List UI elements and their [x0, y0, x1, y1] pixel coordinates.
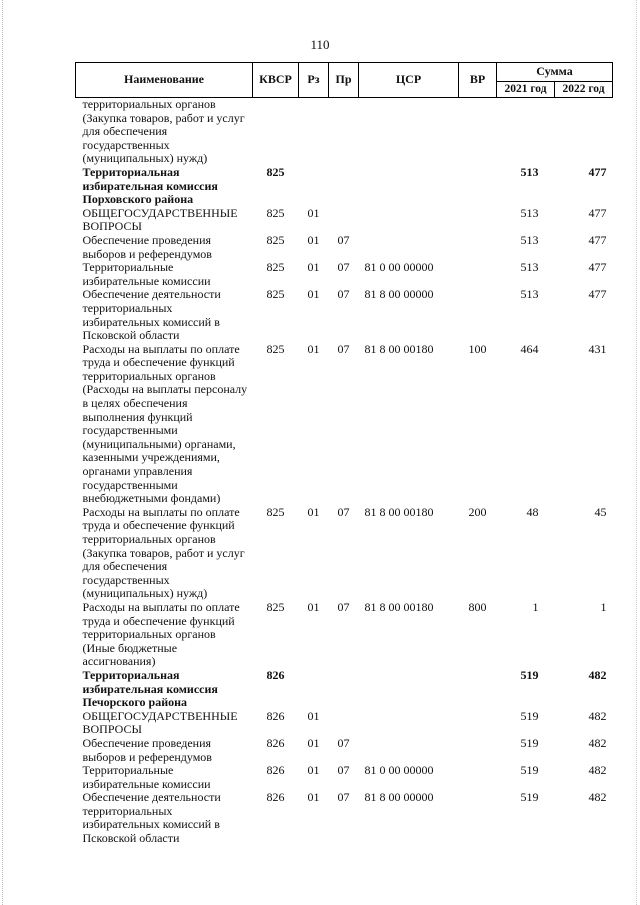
cell-name: Территориальная избирательная комиссия Печорского района [82, 667, 218, 710]
cell-sum-2022: 482 [588, 708, 607, 723]
cell-rz: 01 [307, 763, 320, 778]
table-row [76, 98, 613, 166]
cell-name: Обеспечение проведения выборов и референдумов [82, 232, 212, 261]
table-row [76, 166, 613, 207]
cell-vr: 200 [468, 504, 487, 519]
cell-sum-2022: 1 [600, 599, 607, 614]
cell-sum-2022: 482 [588, 667, 607, 682]
table-row [76, 234, 613, 261]
cell-vr [459, 710, 497, 737]
cell-kvsr: 825 [266, 164, 285, 179]
cell-name: Расходы на выплаты по оплате труда и обеспечение функций территориальных органов (Расходы на выплаты персоналу в целях обеспечения выполнения функций государственными (муниципальными) органами, казенными учреждениями, органами управления государственными внебюджетными фондами) [82, 341, 248, 506]
budget-table [75, 62, 613, 846]
cell-csr: 81 0 00 00000 [364, 260, 434, 275]
cell-name: Территориальные избирательные комиссии [82, 260, 211, 288]
cell-vr: 800 [468, 599, 487, 614]
cell-sum-2021: 513 [520, 287, 539, 302]
cell-vr [459, 261, 497, 288]
cell-kvsr: 825 [266, 504, 285, 519]
header-csr: ЦСР [359, 63, 459, 98]
cell-name: Расходы на выплаты по оплате труда и обеспечение функций территориальных органов (Закупка товаров, работ и услуг для обеспечения государственных (муниципальных) нужд) [82, 504, 245, 601]
cell-kvsr: 825 [266, 205, 285, 220]
cell-pr [329, 710, 359, 737]
cell-csr: 81 8 00 00180 [364, 341, 434, 356]
cell-sum-2022: 477 [588, 164, 607, 179]
cell-rz: 01 [307, 790, 320, 805]
table-row [76, 710, 613, 737]
cell-name: Территориальные избирательные комиссии [82, 763, 211, 791]
cell-csr: 81 8 00 00000 [364, 790, 434, 805]
header-pr: Пр [329, 63, 359, 98]
cell-kvsr: 825 [266, 287, 285, 302]
cell-sum-2021: 513 [520, 205, 539, 220]
cell-sum-2022: 45 [594, 504, 607, 519]
table-row [76, 764, 613, 791]
cell-sum-2021: 513 [520, 260, 539, 275]
table-body [76, 98, 613, 846]
cell-pr: 07 [337, 504, 350, 519]
cell-csr: 81 8 00 00180 [364, 599, 434, 614]
cell-sum-2021: 464 [520, 341, 539, 356]
cell-rz [299, 669, 329, 710]
cell-kvsr: 826 [266, 708, 285, 723]
cell-csr: 81 8 00 00000 [364, 287, 434, 302]
cell-csr [359, 710, 459, 737]
cell-sum-2022: 431 [588, 341, 607, 356]
cell-sum-2021: 519 [520, 735, 539, 750]
cell-vr [459, 207, 497, 234]
cell-sum-2021: 513 [520, 232, 539, 247]
cell-vr [459, 791, 497, 845]
scan-edge-left [2, 0, 3, 905]
table-row [76, 288, 613, 342]
cell-pr [329, 669, 359, 710]
cell-vr: 100 [468, 341, 487, 356]
cell-sum-2021: 513 [520, 164, 539, 179]
cell-sum-2021: 519 [520, 708, 539, 723]
cell-vr [459, 288, 497, 342]
cell-kvsr [253, 98, 299, 166]
cell-rz: 01 [307, 205, 320, 220]
cell-pr [329, 98, 359, 166]
cell-pr: 07 [337, 287, 350, 302]
table-row [76, 261, 613, 288]
cell-pr: 07 [337, 790, 350, 805]
header-rz: Рз [299, 63, 329, 98]
cell-rz [299, 166, 329, 207]
cell-rz: 01 [307, 708, 320, 723]
cell-sum-2022: 477 [588, 287, 607, 302]
cell-rz: 01 [307, 341, 320, 356]
cell-csr [359, 98, 459, 166]
cell-kvsr: 825 [266, 260, 285, 275]
cell-name: Расходы на выплаты по оплате труда и обеспечение функций территориальных органов (Иные бюджетные ассигнования) [82, 599, 240, 669]
cell-sum-2021: 519 [520, 667, 539, 682]
header-vr: ВР [459, 63, 497, 98]
cell-rz: 01 [307, 232, 320, 247]
table-row [76, 601, 613, 669]
table-row [76, 506, 613, 601]
cell-pr: 07 [337, 260, 350, 275]
cell-rz: 01 [307, 504, 320, 519]
cell-csr: 81 0 00 00000 [364, 763, 434, 778]
table-header [76, 63, 613, 98]
cell-rz: 01 [307, 599, 320, 614]
cell-kvsr: 826 [266, 667, 285, 682]
header-name: Наименование [76, 63, 253, 98]
cell-vr [459, 737, 497, 764]
cell-csr [359, 207, 459, 234]
cell-sum-2022: 477 [588, 205, 607, 220]
cell-pr: 07 [337, 341, 350, 356]
cell-sum-2022: 477 [588, 232, 607, 247]
cell-name: территориальных органов (Закупка товаров, работ и услуг для обеспечения государственных (муниципальных) нужд) [82, 97, 245, 166]
cell-rz: 01 [307, 735, 320, 750]
cell-rz: 01 [307, 260, 320, 275]
cell-rz: 01 [307, 287, 320, 302]
cell-pr: 07 [337, 735, 350, 750]
cell-pr: 07 [337, 763, 350, 778]
cell-vr [459, 234, 497, 261]
cell-csr: 81 8 00 00180 [364, 504, 434, 519]
cell-rz [299, 98, 329, 166]
cell-kvsr: 825 [266, 599, 285, 614]
cell-sum-2022: 482 [588, 790, 607, 805]
table-row [76, 343, 613, 506]
cell-sum-2021: 48 [526, 504, 539, 519]
cell-vr [459, 764, 497, 791]
page-number: 110 [310, 37, 330, 52]
table-row [76, 669, 613, 710]
cell-csr [359, 166, 459, 207]
cell-csr [359, 737, 459, 764]
cell-pr [329, 166, 359, 207]
cell-name: Обеспечение деятельности территориальных избирательных комиссий в Псковской области [82, 790, 221, 846]
cell-name: ОБЩЕГОСУДАРСТВЕННЫЕ ВОПРОСЫ [82, 708, 238, 737]
table-row [76, 791, 613, 845]
table-row [76, 737, 613, 764]
cell-vr [459, 98, 497, 166]
cell-pr: 07 [337, 232, 350, 247]
cell-vr [459, 166, 497, 207]
cell-kvsr: 826 [266, 735, 285, 750]
cell-kvsr: 825 [266, 232, 285, 247]
cell-sum-2021: 519 [520, 763, 539, 778]
cell-vr [459, 669, 497, 710]
header-sum: Сумма [497, 63, 613, 82]
cell-sum-2021: 519 [520, 790, 539, 805]
cell-kvsr: 826 [266, 763, 285, 778]
cell-sum-2022: 477 [588, 260, 607, 275]
header-year-2022: 2022 год [555, 82, 613, 98]
cell-kvsr: 825 [266, 341, 285, 356]
cell-sum-2022 [555, 98, 613, 166]
cell-csr [359, 669, 459, 710]
cell-sum-2022: 482 [588, 763, 607, 778]
cell-sum-2022: 482 [588, 735, 607, 750]
header-year-2021: 2021 год [497, 82, 555, 98]
cell-csr [359, 234, 459, 261]
scan-edge-right [636, 0, 637, 905]
cell-pr [329, 207, 359, 234]
cell-name: ОБЩЕГОСУДАРСТВЕННЫЕ ВОПРОСЫ [82, 205, 238, 234]
cell-sum-2021 [497, 98, 555, 166]
cell-kvsr: 826 [266, 790, 285, 805]
header-kvsr: КВСР [253, 63, 299, 98]
cell-sum-2021: 1 [532, 599, 539, 614]
table-row [76, 207, 613, 234]
cell-name: Территориальная избирательная комиссия Порховского района [82, 164, 218, 207]
cell-pr: 07 [337, 599, 350, 614]
cell-name: Обеспечение деятельности территориальных избирательных комиссий в Псковской области [82, 287, 221, 343]
cell-name: Обеспечение проведения выборов и референдумов [82, 735, 212, 764]
